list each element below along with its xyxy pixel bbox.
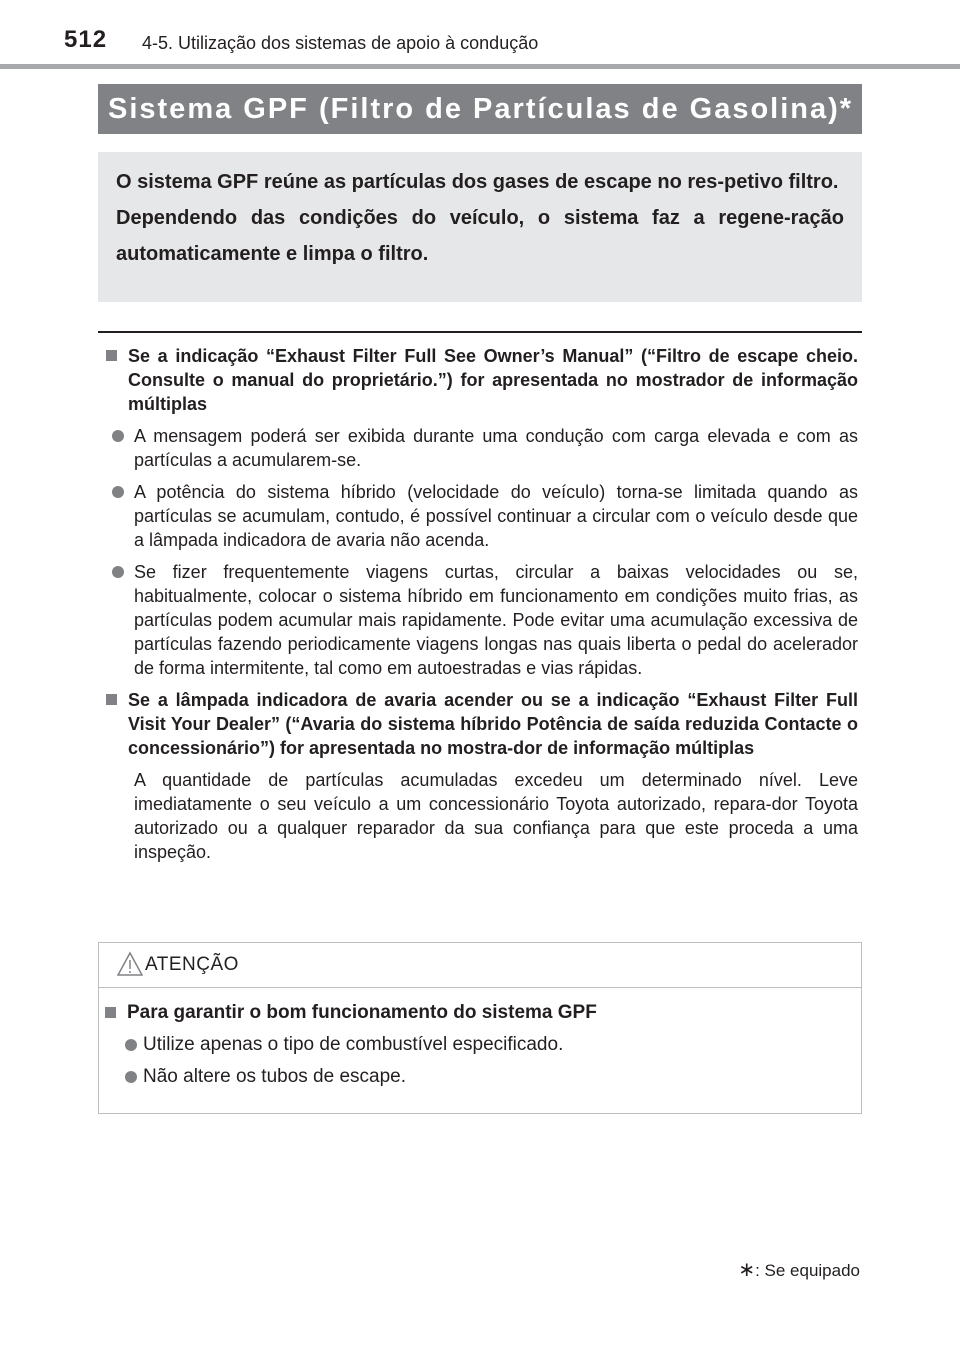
warning-header [99, 943, 861, 988]
warning-heading-text: Para garantir o bom funcionamento do sistema GPF [127, 1002, 597, 1023]
main-content [104, 344, 858, 872]
circle-bullet-icon [112, 566, 124, 578]
warning-heading [103, 1001, 853, 1025]
list-item [104, 560, 858, 680]
circle-bullet-icon [112, 430, 124, 442]
circle-bullet-icon [112, 486, 124, 498]
warning-body [103, 1001, 853, 1097]
body-paragraph: A quantidade de partículas acumuladas excedeu um determinado nível. Leve imediatamente o seu veículo a um concessionário Toyota autorizado, repara-dor Toyota autorizado ou a qualquer reparador da sua confiança para que este proceda a uma inspeção. [134, 770, 858, 862]
header-rule [0, 64, 960, 69]
circle-bullet-icon [125, 1039, 137, 1051]
list-item [103, 1033, 853, 1057]
subsection-heading-text: Se a indicação “Exhaust Filter Full See Owner’s Manual” (“Filtro de escape cheio. Consulte o manual do proprietário.”) for apresentada no mostrador de informação múltiplas [128, 346, 858, 414]
intro-box [98, 152, 862, 302]
page-number: 512 [64, 26, 108, 53]
warning-triangle-icon [117, 951, 143, 977]
circle-bullet-icon [125, 1071, 137, 1083]
intro-paragraph: O sistema GPF reúne as partículas dos gases de escape no res-petivo filtro. [116, 171, 839, 193]
square-bullet-icon [105, 1007, 116, 1018]
list-item-text: Se fizer frequentemente viagens curtas, circular a baixas velocidades ou se, habitualmente, colocar o sistema híbrido em funcionamento em condições muito frias, as partículas podem acumular mais rapidamente. Pode evitar uma acumulação excessiva de partículas fazendo periodicamente viagens longas nas quais liberta o pedal do acelerador de forma intermitente, tal como em autoestradas e vias rápidas. [134, 562, 858, 678]
subsection-heading-text: Se a lâmpada indicadora de avaria acender ou se a indicação “Exhaust Filter Full Visit Your Dealer” (“Avaria do sistema híbrido Potência de saída reduzida Contacte o concessionário”) for apresentada no mostra-dor de informação múltiplas [128, 690, 858, 758]
square-bullet-icon [106, 350, 117, 361]
list-item-text: Não altere os tubos de escape. [143, 1066, 407, 1087]
list-item-text: A mensagem poderá ser exibida durante uma condução com carga elevada e com as partículas a acumularem-se. [134, 426, 858, 470]
subsection-heading [104, 344, 858, 416]
intro-paragraph: Dependendo das condições do veículo, o sistema faz a regene-ração automaticamente e limpa o filtro. [116, 207, 844, 265]
asterisk-symbol: ∗ [738, 1259, 756, 1281]
footnote [738, 1257, 860, 1282]
list-item-text: Utilize apenas o tipo de combustível especificado. [143, 1034, 564, 1055]
section-divider [98, 331, 862, 333]
list-item [103, 1065, 853, 1089]
footnote-text: : Se equipado [755, 1261, 860, 1280]
warning-label: ATENÇÃO [145, 954, 239, 975]
running-head: 4-5. Utilização dos sistemas de apoio à condução [142, 33, 539, 53]
square-bullet-icon [106, 694, 117, 705]
section-title: Sistema GPF (Filtro de Partículas de Gasolina)* [98, 84, 862, 134]
subsection-heading [104, 688, 858, 760]
warning-box [98, 942, 862, 1114]
list-item-text: A potência do sistema híbrido (velocidade do veículo) torna-se limitada quando as partículas se acumulam, contudo, é possível continuar a circular com o veículo desde que a lâmpada indicadora de avaria não acenda. [134, 482, 858, 550]
list-item [104, 480, 858, 552]
list-item [104, 424, 858, 472]
